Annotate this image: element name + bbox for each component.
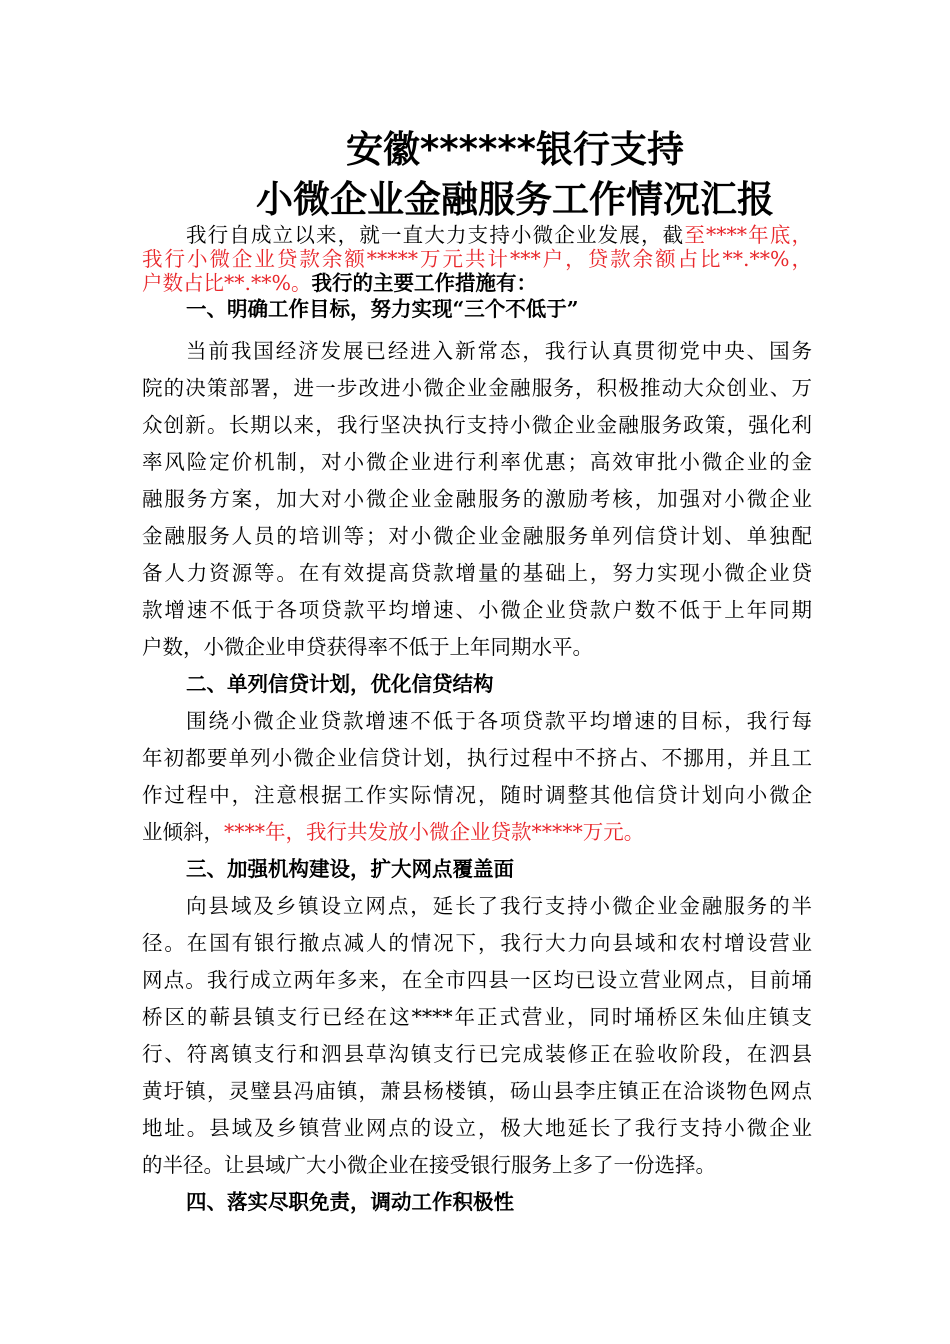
section-2-line: 作过程中，注意根据工作实际情况，随时调整其他信贷计划向小微企 [142, 783, 812, 807]
section-1-line: 当前我国经济发展已经进入新常态，我行认真贯彻党中央、国务 [186, 339, 812, 363]
section-2-text: 业倾斜， [142, 820, 224, 844]
intro-text: 我行自成立以来，就一直大力支持小微企业发展，截 [186, 223, 685, 247]
section-1-line: 户数，小微企业申贷获得率不低于上年同期水平。 [142, 635, 593, 659]
section-3-heading: 三、加强机构建设，扩大网点覆盖面 [186, 857, 514, 881]
section-3-line: 的半径。让县域广大小微企业在接受银行服务上多了一份选择。 [142, 1153, 716, 1177]
section-1-line: 院的决策部署，进一步改进小微企业金融服务，积极推动大众创业、万 [142, 376, 812, 400]
section-4-heading: 四、落实尽职免责，调动工作积极性 [186, 1190, 514, 1214]
title-line-1: 安徽******银行支持 [345, 128, 685, 171]
section-2-line: 年初都要单列小微企业信贷计划，执行过程中不挤占、不挪用，并且工 [142, 746, 812, 770]
section-1-line: 率风险定价机制，对小微企业进行利率优惠；高效审批小微企业的金 [142, 450, 812, 474]
section-1-line: 金融服务人员的培训等；对小微企业金融服务单列信贷计划、单独配 [142, 524, 812, 548]
section-3-line: 地址。县域及乡镇营业网点的设立，极大地延长了我行支持小微企业 [142, 1116, 812, 1140]
section-2-heading: 二、单列信贷计划，优化信贷结构 [186, 672, 494, 696]
section-1-line: 款增速不低于各项贷款平均增速、小微企业贷款户数不低于上年同期 [142, 598, 812, 622]
section-3-line: 网点。我行成立两年多来，在全市四县一区均已设立营业网点，目前埇 [142, 968, 812, 992]
section-3-line: 桥区的蕲县镇支行已经在这****年正式营业，同时埇桥区朱仙庄镇支 [142, 1005, 812, 1029]
section-3-line: 行、符离镇支行和泗县草沟镇支行已完成装修正在验收阶段，在泗县 [142, 1042, 812, 1066]
title-line-2: 小微企业金融服务工作情况汇报 [256, 178, 774, 221]
intro-highlight: 户数占比**.**%。 [142, 271, 312, 295]
section-3-line: 向县域及乡镇设立网点，延长了我行支持小微企业金融服务的半 [186, 894, 812, 918]
section-3-line: 黄圩镇，灵璧县冯庙镇，萧县杨楼镇，砀山县李庄镇正在洽谈物色网点 [142, 1079, 812, 1103]
section-1-line: 众创新。长期以来，我行坚决执行支持小微企业金融服务政策，强化利 [142, 413, 812, 437]
intro-highlight: 至****年底， [684, 223, 813, 247]
section-2-line [142, 818, 812, 846]
section-1-heading: 一、明确工作目标，努力实现“三个不低于” [186, 297, 579, 321]
section-3-line: 径。在国有银行撤点减人的情况下，我行大力向县域和农村增设营业 [142, 931, 812, 955]
section-2-line: 围绕小微企业贷款增速不低于各项贷款平均增速的目标，我行每 [186, 709, 812, 733]
intro-measures-lead: 我行的主要工作措施有： [311, 271, 537, 295]
section-2-highlight: ****年，我行共发放小微企业贷款*****万元。 [224, 820, 645, 844]
section-1-line: 备人力资源等。在有效提高贷款增量的基础上，努力实现小微企业贷 [142, 561, 812, 585]
intro-line-3 [142, 272, 812, 294]
intro-line-2: 我行小微企业贷款余额*****万元共计***户，贷款余额占比**.**%， [142, 247, 812, 271]
intro-line-1 [186, 224, 812, 246]
section-1-line: 融服务方案，加大对小微企业金融服务的激励考核，加强对小微企业 [142, 487, 812, 511]
